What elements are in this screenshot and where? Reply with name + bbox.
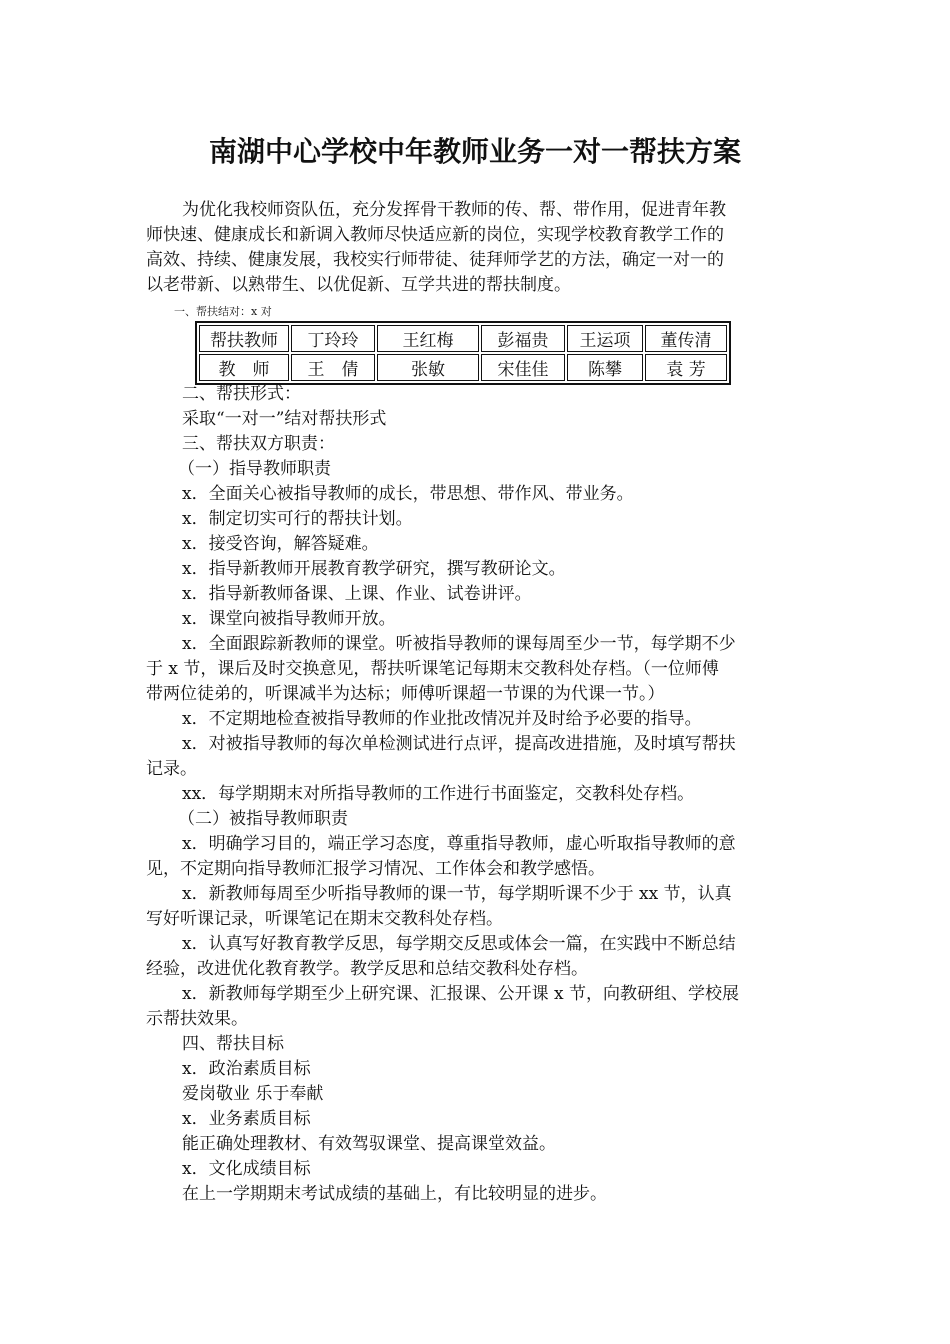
intro-line: 以老带新、以熟带生、以优促新、互学共进的帮扶制度。 xyxy=(146,275,571,295)
list-item: x．全面关心被指导教师的成长，带思想、带作风、带业务。 xyxy=(182,484,634,504)
mentor-row xyxy=(199,325,727,352)
text-line: 见，不定期向指导教师汇报学习情况、工作体会和教学感悟。 xyxy=(146,859,605,879)
section-heading: 三、帮扶双方职责： xyxy=(182,434,335,454)
table-cell: 王红梅 xyxy=(377,325,479,352)
table-cell: 彭福贵 xyxy=(481,325,565,352)
list-item: x．不定期地检查被指导教师的作业批改情况并及时给予必要的指导。 xyxy=(182,709,702,729)
section-1-heading: 一、帮扶结对：x 对 xyxy=(174,305,272,318)
list-item: x．新教师每学期至少上研究课、汇报课、公开课 x 节，向教研组、学校展 xyxy=(182,984,739,1004)
table-cell: 陈攀 xyxy=(567,354,643,381)
list-item: x．制定切实可行的帮扶计划。 xyxy=(182,509,413,529)
intro-line: 为优化我校师资队伍，充分发挥骨干教师的传、帮、带作用，促进青年教 xyxy=(182,200,726,220)
mentee-row xyxy=(199,354,727,381)
list-item: x．明确学习目的，端正学习态度，尊重指导教师，虚心听取指导教师的意 xyxy=(182,834,736,854)
table-cell: 教 师 xyxy=(199,354,289,381)
table-cell: 王 倩 xyxy=(291,354,375,381)
table-cell: 袁 芳 xyxy=(645,354,727,381)
text-line: 示帮扶效果。 xyxy=(146,1009,248,1029)
list-item: xx．每学期期末对所指导教师的工作进行书面鉴定，交教科处存档。 xyxy=(182,784,695,804)
intro-line: 高效、持续、健康发展，我校实行师带徒、徒拜师学艺的方法，确定一对一的 xyxy=(146,250,724,270)
table-cell: 帮扶教师 xyxy=(199,325,289,352)
table-cell: 丁玲玲 xyxy=(291,325,375,352)
text-line: 爱岗敬业 乐于奉献 xyxy=(182,1084,324,1104)
text-line: 在上一学期期末考试成绩的基础上，有比较明显的进步。 xyxy=(182,1184,607,1204)
list-item: x．对被指导教师的每次单检测试进行点评，提高改进措施，及时填写帮扶 xyxy=(182,734,736,754)
intro-line: 师快速、健康成长和新调入教师尽快适应新的岗位，实现学校教育教学工作的 xyxy=(146,225,724,245)
list-item: x．政治素质目标 xyxy=(182,1059,311,1079)
text-line: 记录。 xyxy=(146,759,197,779)
document-title: 南湖中心学校中年教师业务一对一帮扶方案 xyxy=(208,135,741,168)
subsection-heading: （一）指导教师职责 xyxy=(178,459,331,479)
subsection-heading: （二）被指导教师职责 xyxy=(178,809,348,829)
list-item: x．全面跟踪新教师的课堂。听被指导教师的课每周至少一节，每学期不少 xyxy=(182,634,736,654)
list-item: x．接受咨询，解答疑难。 xyxy=(182,534,379,554)
section-heading: 四、帮扶目标 xyxy=(182,1034,284,1054)
intro-paragraph xyxy=(146,198,806,298)
list-item: x．课堂向被指导教师开放。 xyxy=(182,609,396,629)
table-cell: 张敏 xyxy=(377,354,479,381)
list-item: x．业务素质目标 xyxy=(182,1109,311,1129)
list-item: x．指导新教师备课、上课、作业、试卷讲评。 xyxy=(182,584,532,604)
text-line: 经验，改进优化教育教学。教学反思和总结交教科处存档。 xyxy=(146,959,588,979)
list-item: x．文化成绩目标 xyxy=(182,1159,311,1179)
text-line: 于 x 节，课后及时交换意见，帮扶听课笔记每期末交教科处存档。（一位师傅 xyxy=(146,659,719,679)
table-cell: 董传清 xyxy=(645,325,727,352)
table-cell: 宋佳佳 xyxy=(481,354,565,381)
list-item: x．认真写好教育教学反思，每学期交反思或体会一篇，在实践中不断总结 xyxy=(182,934,736,954)
table-cell: 王运项 xyxy=(567,325,643,352)
pairing-table xyxy=(195,321,731,385)
text-line: 写好听课记录，听课笔记在期末交教科处存档。 xyxy=(146,909,503,929)
text-line: 能正确处理教材、有效驾驭课堂、提高课堂效益。 xyxy=(182,1134,556,1154)
text-line: 带两位徒弟的，听课减半为达标；师傅听课超一节课的为代课一节。） xyxy=(146,684,665,704)
text-line: 采取“一对一”结对帮扶形式 xyxy=(182,409,387,429)
section-heading: 二、帮扶形式： xyxy=(182,384,301,404)
list-item: x．新教师每周至少听指导教师的课一节，每学期听课不少于 xx 节，认真 xyxy=(182,884,732,904)
list-item: x．指导新教师开展教育教学研究，撰写教研论文。 xyxy=(182,559,566,579)
document-body xyxy=(146,382,810,1207)
